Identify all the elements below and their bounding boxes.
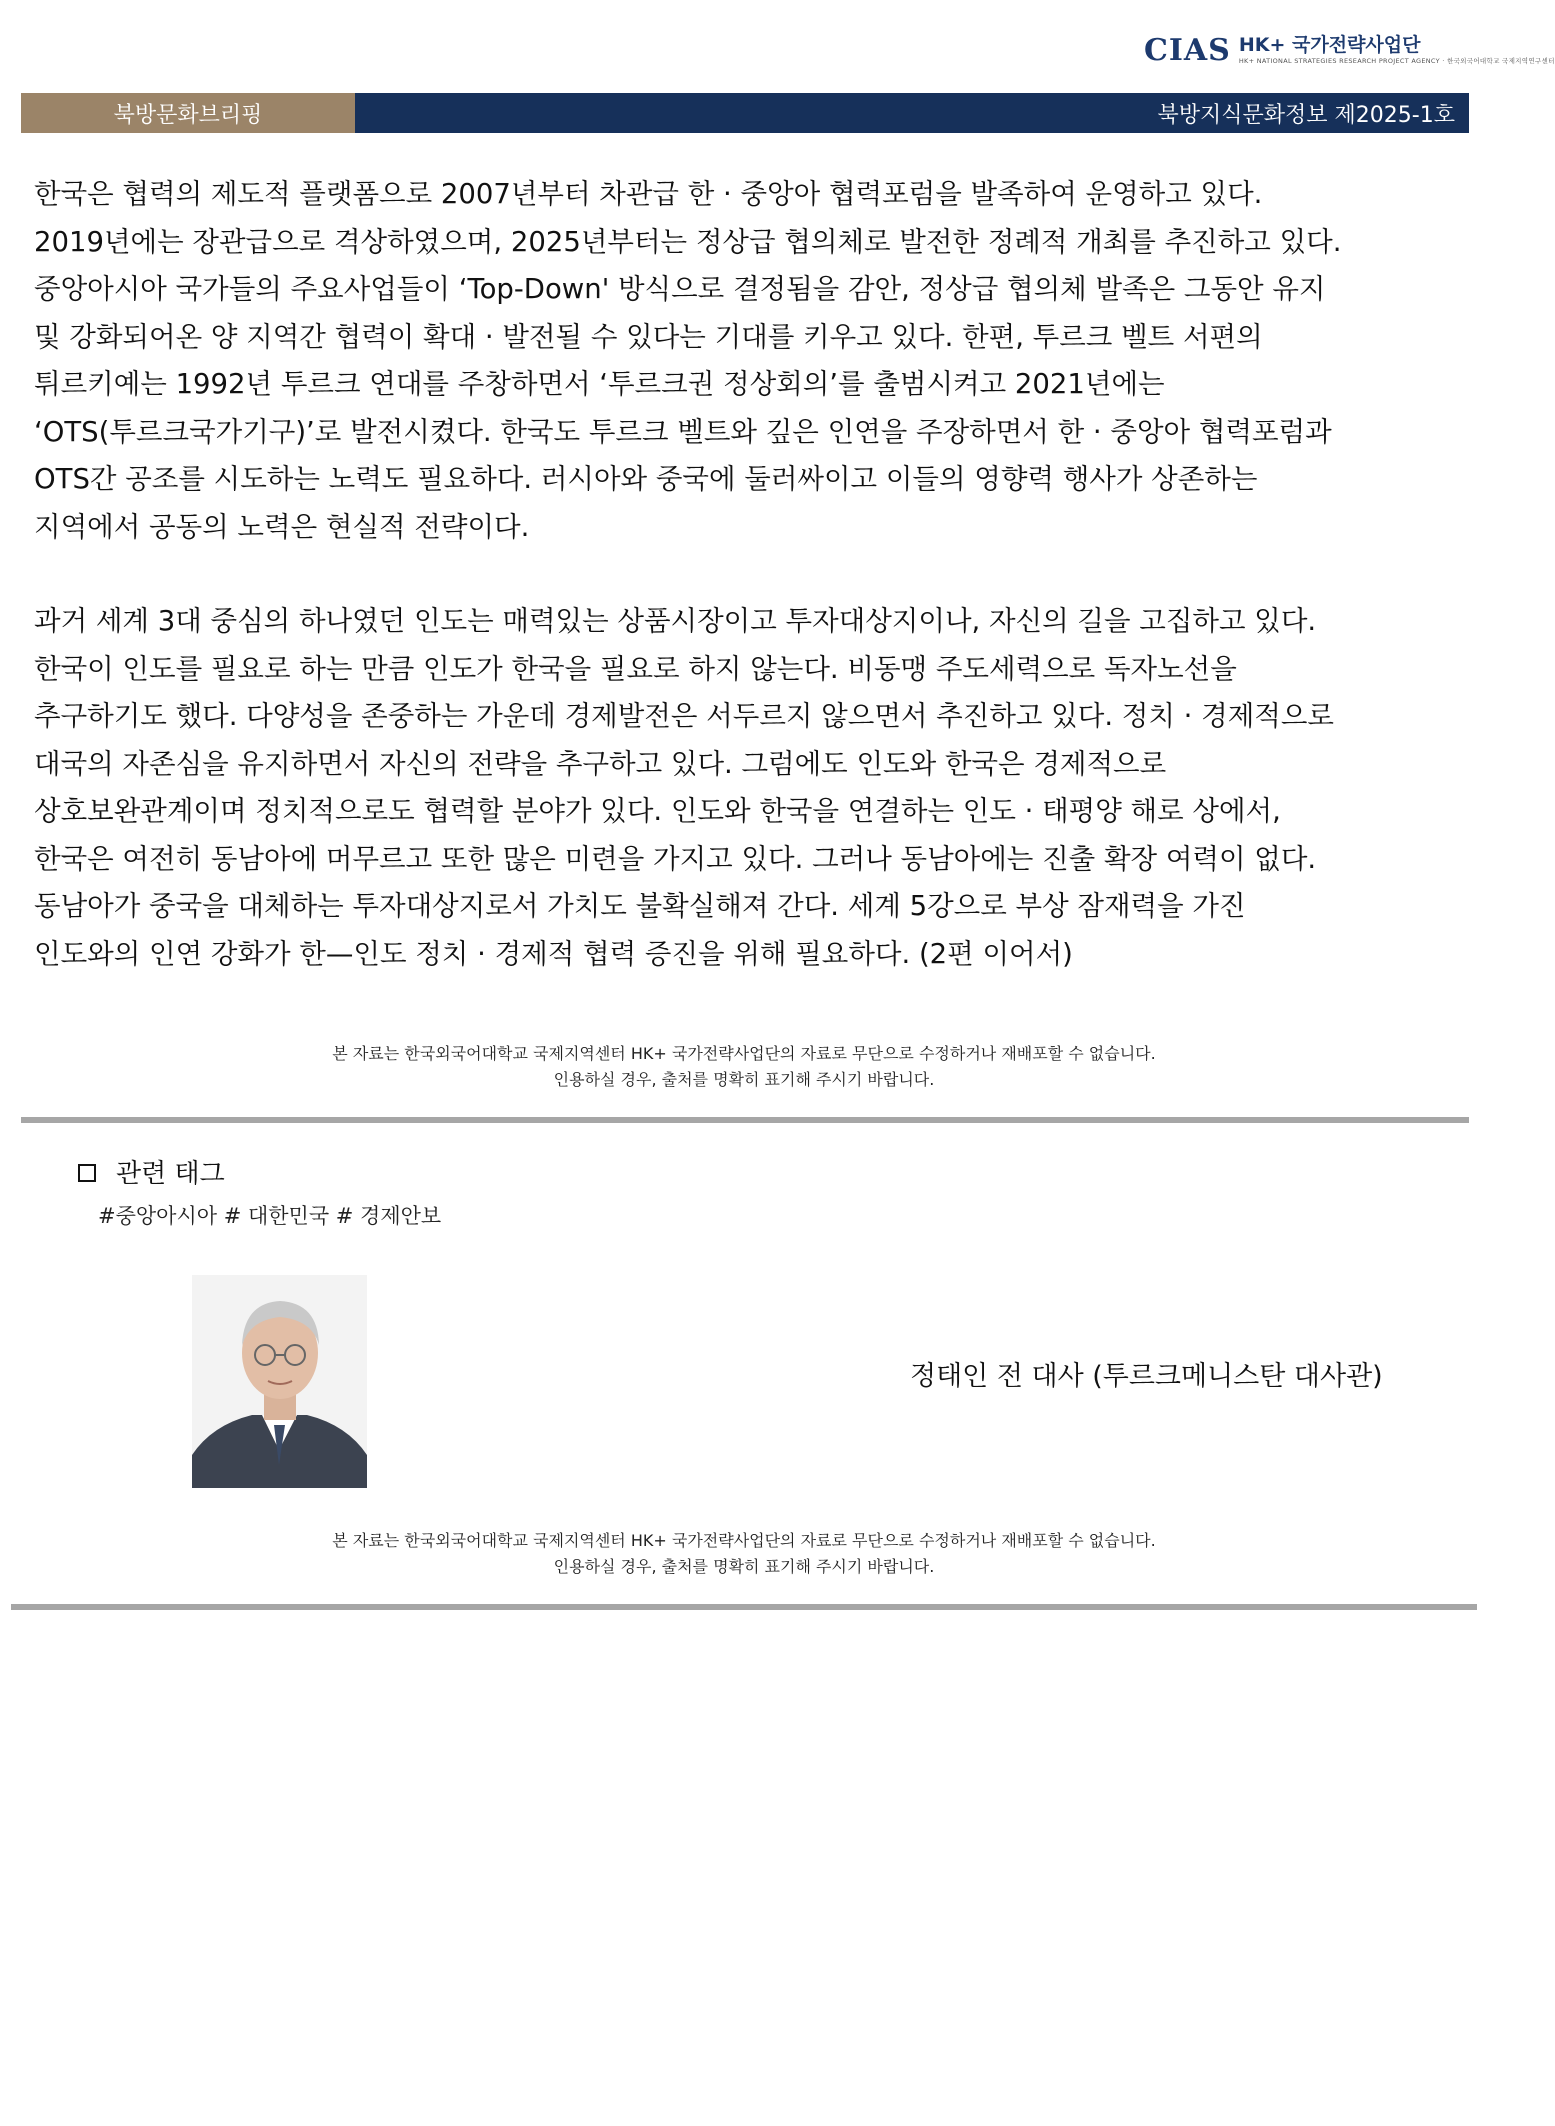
paragraph-line: 튀르키예는 1992년 투르크 연대를 주창하면서 ‘투르크권 정상회의’를 출범시켜고 2021년에는 <box>34 368 1165 400</box>
paragraph-line: 지역에서 공동의 노력은 현실적 전략이다. <box>34 510 530 543</box>
paragraph-line: 상호보완관계이며 정치적으로도 협력할 분야가 있다. 인도와 한국을 연결하는 인도 · 태평양 해로 상에서, <box>34 795 1281 827</box>
copyright-notice-bottom <box>0 1528 1488 1580</box>
header-band <box>21 93 1469 133</box>
notice-line-2: 인용하실 경우, 출처를 명확히 표기해 주시기 바랍니다. <box>553 1557 935 1576</box>
related-tags-heading <box>78 1153 225 1190</box>
paragraph-line: 한국이 인도를 필요로 하는 만큼 인도가 한국을 필요로 하지 않는다. 비동맹 주도세력으로 독자노선을 <box>34 652 1237 685</box>
checkbox-bullet-icon <box>78 1164 96 1182</box>
paragraph-line: OTS간 공조를 시도하는 노력도 필요하다. 러시아와 중국에 둘러싸이고 이들의 영향력 행사가 상존하는 <box>34 463 1258 495</box>
tag-list: #중앙아시아 # 대한민국 # 경제안보 <box>98 1204 442 1228</box>
notice-line-2: 인용하실 경우, 출처를 명확히 표기해 주시기 바랍니다. <box>553 1070 935 1089</box>
author-portrait-icon <box>192 1275 367 1488</box>
paragraph-line: ‘OTS(투르크국가기구)’로 발전시켰다. 한국도 투르크 벨트와 깊은 인연을 주장하면서 한 · 중앙아 협력포럼과 <box>34 415 1332 448</box>
author-name: 정태인 전 대사 (투르크메니스탄 대사관) <box>910 1361 1383 1392</box>
footer-divider <box>11 1604 1477 1610</box>
logo-subtitle: HK+ NATIONAL STRATEGIES RESEARCH PROJECT AGENCY · 한국외국어대학교 국제지역연구센터 <box>1238 56 1555 65</box>
paragraph-line: 인도와의 인연 강화가 한—인도 정치 · 경제적 협력 증진을 위해 필요하다. (2편 이어서) <box>34 937 1073 970</box>
tags-heading-label: 관련 태그 <box>116 1159 225 1189</box>
paragraph-line: 한국은 협력의 제도적 플랫폼으로 2007년부터 차관급 한 · 중앙아 협력포럼을 발족하여 운영하고 있다. <box>34 178 1263 210</box>
copyright-notice-top <box>0 1041 1488 1093</box>
cias-logo <box>1138 24 1555 76</box>
paragraph-1 <box>34 171 1454 551</box>
notice-line-1: 본 자료는 한국외국어대학교 국제지역센터 HK+ 국가전략사업단의 자료로 무단으로 수정하거나 재배포할 수 없습니다. <box>332 1531 1156 1550</box>
issue-label: 북방지식문화정보 제2025-1호 <box>355 93 1469 133</box>
author-photo <box>192 1275 367 1488</box>
paragraph-line: 추구하기도 했다. 다양성을 존중하는 가운데 경제발전은 서두르지 않으면서 추진하고 있다. 정치 · 경제적으로 <box>34 700 1334 732</box>
paragraph-line: 2019년에는 장관급으로 격상하였으며, 2025년부터는 정상급 협의체로 발전한 정례적 개최를 추진하고 있다. <box>34 225 1342 258</box>
logo-wordmark: CIAS <box>1144 32 1231 68</box>
paragraph-line: 중앙아시아 국가들의 주요사업들이 ‘Top-Down' 방식으로 결정됨을 감안, 정상급 협의체 발족은 그동안 유지 <box>34 273 1326 305</box>
paragraph-line: 한국은 여전히 동남아에 머무르고 또한 많은 미련을 가지고 있다. 그러나 동남아에는 진출 확장 여력이 없다. <box>34 842 1317 875</box>
paragraph-line: 대국의 자존심을 유지하면서 자신의 전략을 추구하고 있다. 그럼에도 인도와 한국은 경제적으로 <box>34 747 1167 780</box>
logo-text-block <box>1238 33 1555 65</box>
notice-line-1: 본 자료는 한국외국어대학교 국제지역센터 HK+ 국가전략사업단의 자료로 무단으로 수정하거나 재배포할 수 없습니다. <box>332 1044 1156 1063</box>
paragraph-line: 동남아가 중국을 대체하는 투자대상지로서 가치도 불확실해져 간다. 세계 5강으로 부상 잠재력을 가진 <box>34 890 1246 922</box>
series-label: 북방문화브리핑 <box>21 93 355 133</box>
paragraph-2 <box>34 598 1454 978</box>
logo-title: HK+ 국가전략사업단 <box>1238 33 1421 56</box>
paragraph-line: 과거 세계 3대 중심의 하나였던 인도는 매력있는 상품시장이고 투자대상지이나, 자신의 길을 고집하고 있다. <box>34 605 1317 637</box>
section-divider <box>21 1117 1469 1123</box>
paragraph-line: 및 강화되어온 양 지역간 협력이 확대 · 발전될 수 있다는 기대를 키우고 있다. 한편, 투르크 벨트 서편의 <box>34 320 1263 353</box>
